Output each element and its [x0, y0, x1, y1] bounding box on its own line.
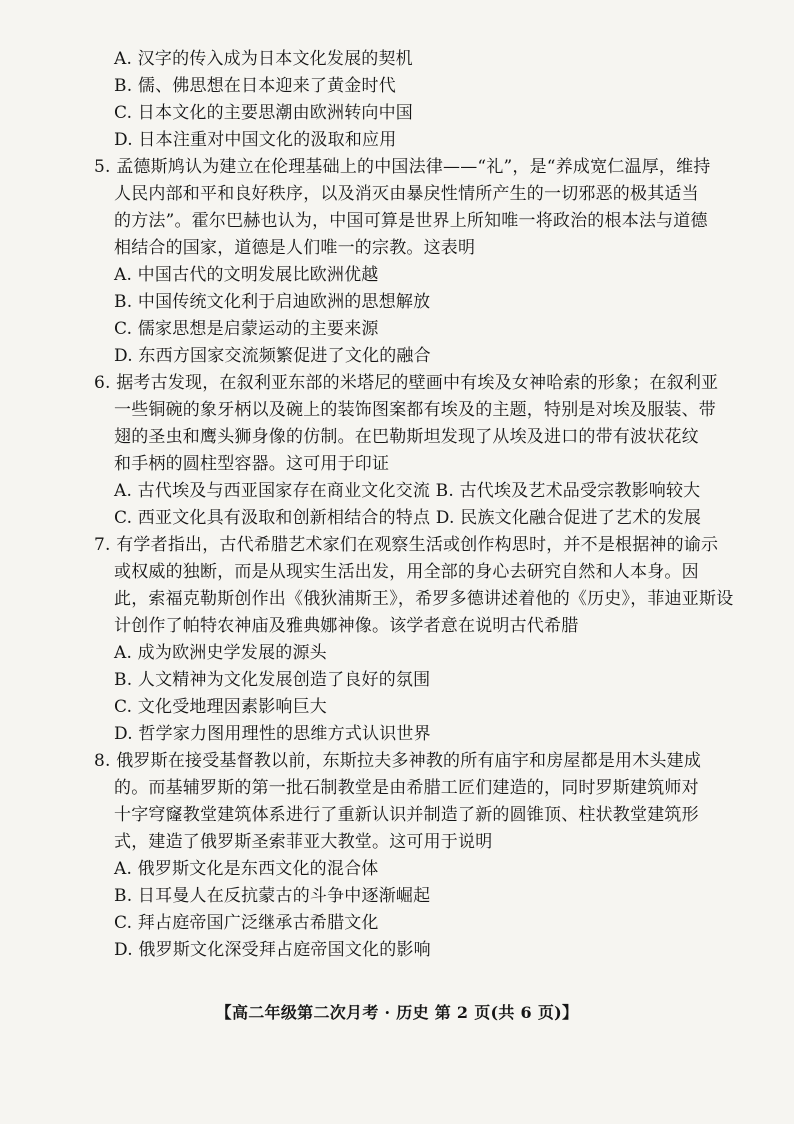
answer-option: C. 西亚文化具有汲取和创新相结合的特点 D. 民族文化融合促进了艺术的发展 — [114, 508, 702, 528]
answer-option: B. 儒、佛思想在日本迎来了黄金时代 — [114, 76, 396, 96]
question-stem-continuation: 的方法”。霍尔巴赫也认为，中国可算是世界上所知唯一将政治的根本法与道德 — [114, 211, 708, 231]
page-footer: 【高二年级第二次月考 · 历史 第 2 页(共 6 页)】 — [215, 1003, 579, 1022]
answer-option: C. 文化受地理因素影响巨大 — [114, 697, 328, 717]
answer-option: C. 日本文化的主要思潮由欧洲转向中国 — [114, 103, 414, 123]
answer-option: A. 中国古代的文明发展比欧洲优越 — [114, 265, 379, 285]
answer-option: A. 汉字的传入成为日本文化发展的契机 — [114, 49, 413, 69]
question-stem: 7. 有学者指出，古代希腊艺术家们在观察生活或创作构思时，并不是根据神的谕示 — [94, 535, 719, 555]
question-stem-continuation: 翅的圣虫和鹰头狮身像的仿制。在巴勒斯坦发现了从埃及进口的带有波状花纹 — [114, 427, 699, 447]
question-stem-continuation: 人民内部和平和良好秩序，以及消灭由暴戾性情所产生的一切邪恶的极其适当 — [114, 184, 699, 204]
question-stem-continuation: 一些铜碗的象牙柄以及碗上的装饰图案都有埃及的主题，特别是对埃及服装、带 — [114, 400, 716, 420]
question-stem-continuation: 的。而基辅罗斯的第一批石制教堂是由希腊工匠们建造的，同时罗斯建筑师对 — [114, 778, 699, 798]
question-stem-continuation: 计创作了帕特农神庙及雅典娜神像。该学者意在说明古代希腊 — [114, 616, 579, 636]
question-stem-continuation: 十字穹窿教堂建筑体系进行了重新认识并制造了新的圆锥顶、柱状教堂建筑形 — [114, 805, 699, 825]
answer-option: C. 拜占庭帝国广泛继承古希腊文化 — [114, 913, 379, 933]
question-content — [94, 46, 734, 964]
question-stem-continuation: 或权威的独断，而是从现实生活出发，用全部的身心去研究自然和人本身。因 — [114, 562, 699, 582]
answer-option: B. 中国传统文化利于启迪欧洲的思想解放 — [114, 292, 431, 312]
question-stem: 8. 俄罗斯在接受基督教以前，东斯拉夫多神教的所有庙宇和房屋都是用木头建成 — [94, 751, 702, 771]
question-stem-continuation: 式，建造了俄罗斯圣索菲亚大教堂。这可用于说明 — [114, 832, 493, 852]
answer-option: A. 俄罗斯文化是东西文化的混合体 — [114, 859, 379, 879]
answer-option: B. 人文精神为文化发展创造了良好的氛围 — [114, 670, 431, 690]
answer-option: C. 儒家思想是启蒙运动的主要来源 — [114, 319, 379, 339]
question-stem-continuation: 相结合的国家，道德是人们唯一的宗教。这表明 — [114, 238, 476, 258]
answer-option: D. 日本注重对中国文化的汲取和应用 — [114, 130, 397, 150]
answer-option: D. 哲学家力图用理性的思维方式认识世界 — [114, 724, 431, 744]
question-stem-continuation: 和手柄的圆柱型容器。这可用于印证 — [114, 454, 390, 474]
question-stem: 6. 据考古发现，在叙利亚东部的米塔尼的壁画中有埃及女神哈索的形象；在叙利亚 — [94, 373, 719, 393]
answer-option: D. 东西方国家交流频繁促进了文化的融合 — [114, 346, 431, 366]
answer-option: A. 古代埃及与西亚国家存在商业文化交流 B. 古代埃及艺术品受宗教影响较大 — [114, 481, 701, 501]
answer-option: B. 日耳曼人在反抗蒙古的斗争中逐渐崛起 — [114, 886, 431, 906]
question-stem-continuation: 此，索福克勒斯创作出《俄狄浦斯王》，希罗多德讲述着他的《历史》，菲迪亚斯设 — [114, 589, 734, 609]
question-stem: 5. 孟德斯鸠认为建立在伦理基础上的中国法律——“礼”，是“养成宽仁温厚，维持 — [94, 157, 711, 177]
answer-option: A. 成为欧洲史学发展的源头 — [114, 643, 327, 663]
answer-option: D. 俄罗斯文化深受拜占庭帝国文化的影响 — [114, 940, 431, 960]
